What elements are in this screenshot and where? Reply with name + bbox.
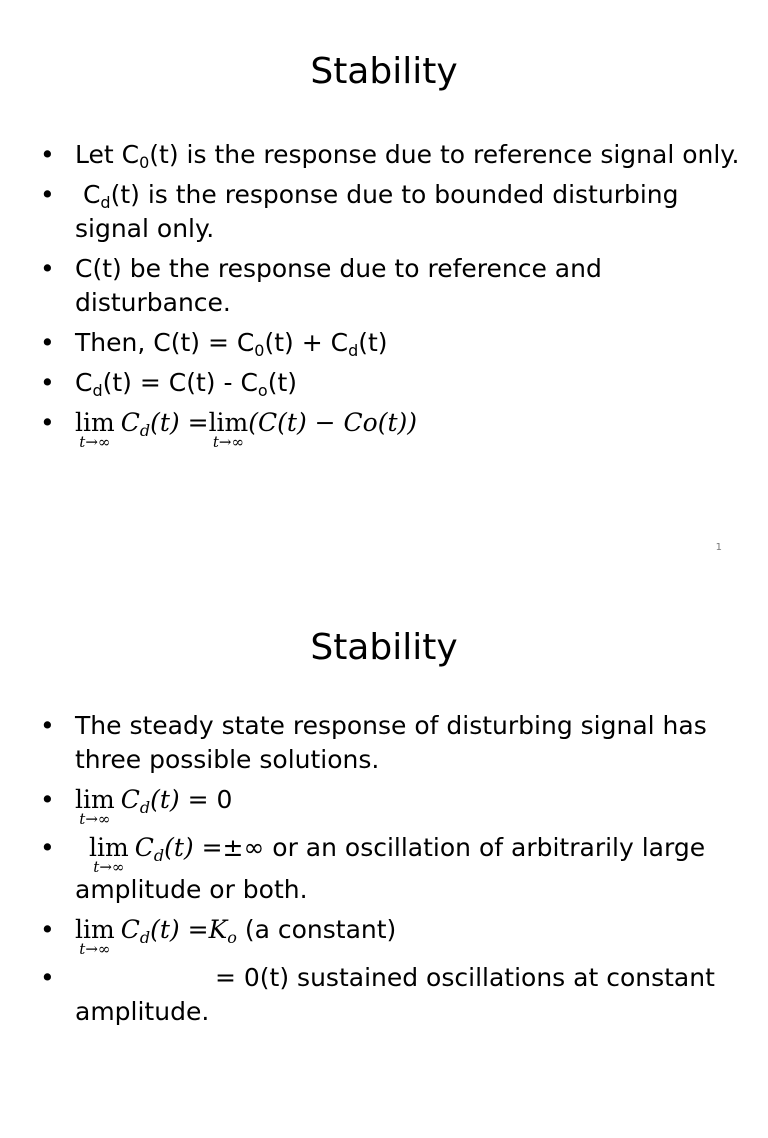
- text: C: [75, 368, 93, 397]
- text: Then, C(t) = C: [75, 328, 255, 357]
- text: (t): [150, 408, 180, 437]
- limit-operator: [75, 913, 115, 958]
- text: C: [120, 915, 140, 944]
- bullet-dot: •: [40, 833, 55, 862]
- text: =: [179, 408, 209, 437]
- formula: [120, 785, 180, 817]
- limit-operator: [75, 783, 115, 828]
- text: (t) = C(t) - C: [102, 368, 258, 397]
- bullet-list: [40, 138, 740, 454]
- text: (a constant): [236, 915, 397, 944]
- text: K: [208, 915, 228, 944]
- lim-word: lim: [75, 915, 115, 944]
- text: (t): [150, 785, 180, 814]
- bullet-item: [40, 709, 740, 777]
- bullet-item: [40, 138, 740, 172]
- formula: [120, 408, 180, 440]
- subscript: o: [257, 381, 268, 400]
- bullet-dot: •: [40, 368, 55, 397]
- text: (t): [164, 833, 194, 862]
- formula: [120, 915, 180, 947]
- bullet-dot: •: [40, 785, 55, 814]
- bullet-item-formula: [40, 406, 740, 451]
- lim-subscript: t→∞: [79, 940, 111, 958]
- text: (t) + C: [264, 328, 349, 357]
- bullet-dot: •: [40, 963, 55, 992]
- text: (t): [150, 915, 180, 944]
- bullet-item: [40, 252, 740, 320]
- text: =: [179, 915, 209, 944]
- formula: (C(t) − Co(t)): [248, 408, 418, 437]
- bullet-dot: •: [40, 408, 55, 437]
- lim-word: lim: [75, 785, 115, 814]
- text: (t): [358, 328, 388, 357]
- bullet-item: [40, 326, 740, 360]
- text: Let C: [75, 140, 140, 169]
- page-number: 1: [715, 542, 722, 553]
- limit-operator: [208, 406, 249, 451]
- text: The steady state response of disturbing signal has three possible solutions.: [75, 711, 707, 774]
- formula: [134, 833, 194, 865]
- bullet-item-formula: [40, 913, 740, 958]
- text: C: [134, 833, 154, 862]
- lim-subscript: t→∞: [93, 858, 125, 876]
- bullet-dot: •: [40, 140, 55, 169]
- subscript: d: [139, 928, 151, 947]
- limit-operator: [75, 406, 115, 451]
- lim-subscript: t→∞: [79, 810, 111, 828]
- text: (t) is the response due to bounded disturbing signal only.: [75, 180, 679, 243]
- bullet-item-formula: [40, 783, 740, 828]
- limit-operator: [89, 831, 129, 876]
- text: = 0: [179, 785, 233, 814]
- bullet-dot: •: [40, 711, 55, 740]
- lim-word: lim: [89, 833, 129, 862]
- lim-word: lim: [208, 408, 249, 437]
- bullet-item: [40, 961, 740, 1029]
- slide-1: [0, 0, 768, 562]
- slide-title: Stability: [310, 627, 458, 668]
- slide-title: Stability: [310, 51, 458, 92]
- bullet-list: [40, 709, 740, 1035]
- text: C: [75, 180, 101, 209]
- bullet-dot: •: [40, 328, 55, 357]
- text: = 0(t) sustained oscillations at constant amplitude.: [75, 963, 715, 1026]
- bullet-dot: •: [40, 915, 55, 944]
- lim-word: lim: [75, 408, 115, 437]
- text: C: [120, 408, 140, 437]
- subscript: d: [153, 846, 165, 865]
- bullet-item: [40, 366, 740, 400]
- bullet-item-formula: [40, 831, 740, 907]
- text: (t): [267, 368, 298, 397]
- text: C: [120, 785, 140, 814]
- subscript: d: [348, 341, 359, 360]
- text: =±∞ or an oscillation of arbitrarily large amplitude or both.: [75, 833, 714, 904]
- subscript: d: [139, 421, 151, 440]
- bullet-dot: •: [40, 254, 55, 283]
- subscript: d: [100, 193, 111, 212]
- lim-subscript: t→∞: [212, 433, 244, 451]
- lim-subscript: t→∞: [79, 433, 111, 451]
- subscript: d: [139, 798, 151, 817]
- bullet-dot: •: [40, 180, 55, 209]
- slide-2: [0, 576, 768, 1138]
- formula: [208, 915, 237, 947]
- subscript: 0: [254, 341, 265, 360]
- subscript: 0: [139, 153, 150, 172]
- subscript: d: [92, 381, 103, 400]
- text: C(t) be the response due to reference and disturbance.: [75, 254, 602, 317]
- bullet-item: [40, 178, 740, 246]
- subscript: o: [227, 928, 237, 947]
- text: (t) is the response due to reference signal only.: [149, 140, 740, 169]
